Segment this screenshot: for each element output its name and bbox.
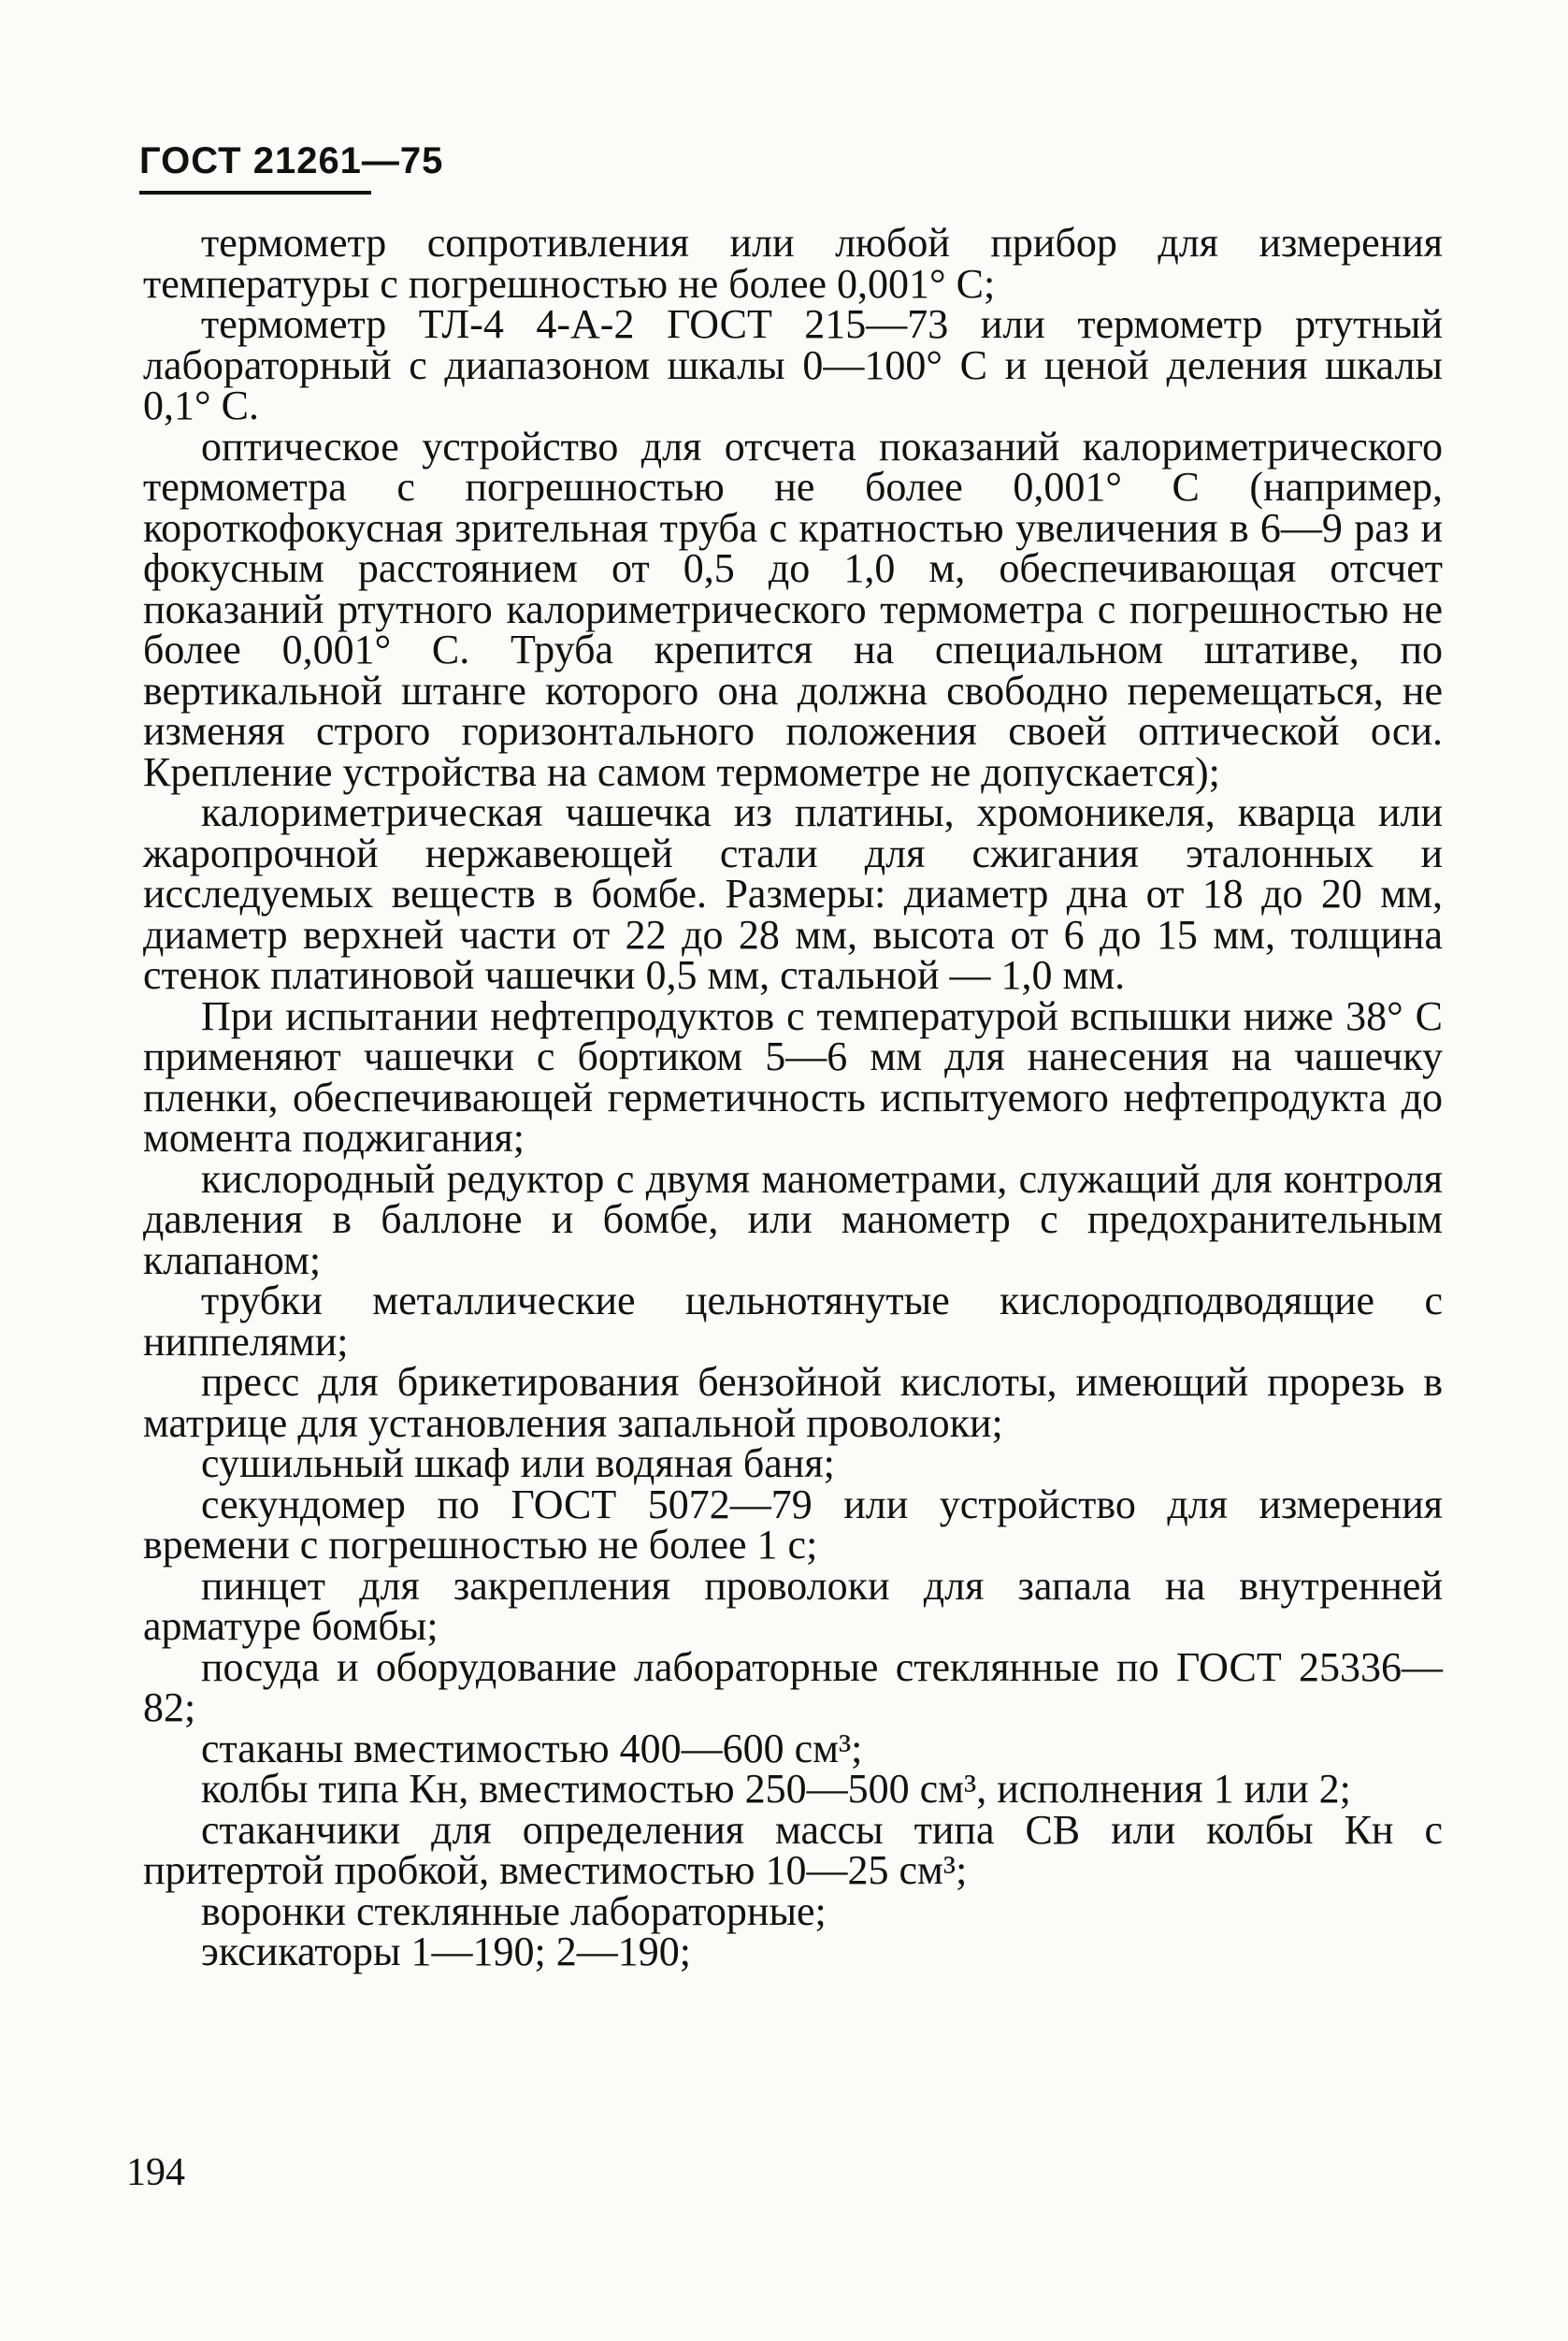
paragraph: сушильный шкаф или водяная баня; bbox=[201, 1440, 835, 1486]
header-underline bbox=[139, 191, 371, 195]
paragraph: пресс для брикетирования бензойной кислоты, имеющий прорезь в матрице для установления запальной проволоки; bbox=[143, 1359, 1443, 1446]
standard-header: ГОСТ 21261—75 bbox=[139, 140, 444, 181]
page-number: 194 bbox=[126, 2151, 185, 2194]
paragraph: При испытании нефтепродуктов с температурой вспышки ниже 38° С применяют чашечки с бортиком 5—6 мм для нанесения на чашечку пленки, обеспечивающей герметичность испытуемого нефтепродукта до момента поджигания; bbox=[143, 992, 1443, 1161]
paragraph: колбы типа Кн, вместимостью 250—500 см³, исполнения 1 или 2; bbox=[201, 1766, 1351, 1812]
paragraph: термометр сопротивления или любой прибор для измерения температуры с погрешностью не более 0,001° С; bbox=[143, 220, 1443, 307]
paragraph: стаканчики для определения массы типа СВ или колбы Кн с притертой пробкой, вместимостью 10—25 см³; bbox=[143, 1806, 1443, 1893]
paragraph: трубки металлические цельнотянутые кислородподводящие с ниппелями; bbox=[143, 1278, 1443, 1365]
paragraph: термометр ТЛ-4 4-А-2 ГОСТ 215—73 или термометр ртутный лабораторный с диапазоном шкалы 0—100° С и ценой деления шкалы 0,1° С. bbox=[143, 301, 1443, 428]
paragraph: оптическое устройство для отсчета показаний калориметрического термометра с погрешностью не более 0,001° С (например, короткофокусная зрительная труба с кратностью увеличения в 6—9 раз и фокусным расстоянием от 0,5 до 1,0 м, обеспечивающая отсчет показаний ртутного калориметрического термометра с погрешностью не более 0,001° С. Труба крепится на специальном штативе, по вертикальной штанге которого она должна свободно перемещаться, не изменяя строго горизонтального положения своей оптической оси. Крепление устройства на самом термометре не допускается); bbox=[143, 423, 1443, 795]
paragraph: стаканы вместимостью 400—600 см³; bbox=[201, 1725, 863, 1771]
paragraph: кислородный редуктор с двумя манометрами, служащий для контроля давления в баллоне и бомбе, или манометр с предохранительным клапаном; bbox=[143, 1155, 1443, 1283]
paragraph: секундомер по ГОСТ 5072—79 или устройство для измерения времени с погрешностью не более 1 с; bbox=[143, 1481, 1443, 1568]
paragraph: пинцет для закрепления проволоки для запала на внутренней арматуре бомбы; bbox=[143, 1562, 1443, 1649]
paragraph: эксикаторы 1—190; 2—190; bbox=[201, 1929, 692, 1974]
paragraph: воронки стеклянные лабораторные; bbox=[201, 1887, 827, 1934]
paragraph: калориметрическая чашечка из платины, хромоникеля, кварца или жаропрочной нержавеющей стали для сжигания эталонных и исследуемых веществ в бомбе. Размеры: диаметр дна от 18 до 20 мм, диаметр верхней части от 22 до 28 мм, высота от 6 до 15 мм, толщина стенок платиновой чашечки 0,5 мм, стальной — 1,0 мм. bbox=[143, 789, 1443, 998]
body-text bbox=[143, 220, 1443, 1974]
paragraph: посуда и оборудование лабораторные стеклянные по ГОСТ 25336—82; bbox=[143, 1643, 1443, 1730]
